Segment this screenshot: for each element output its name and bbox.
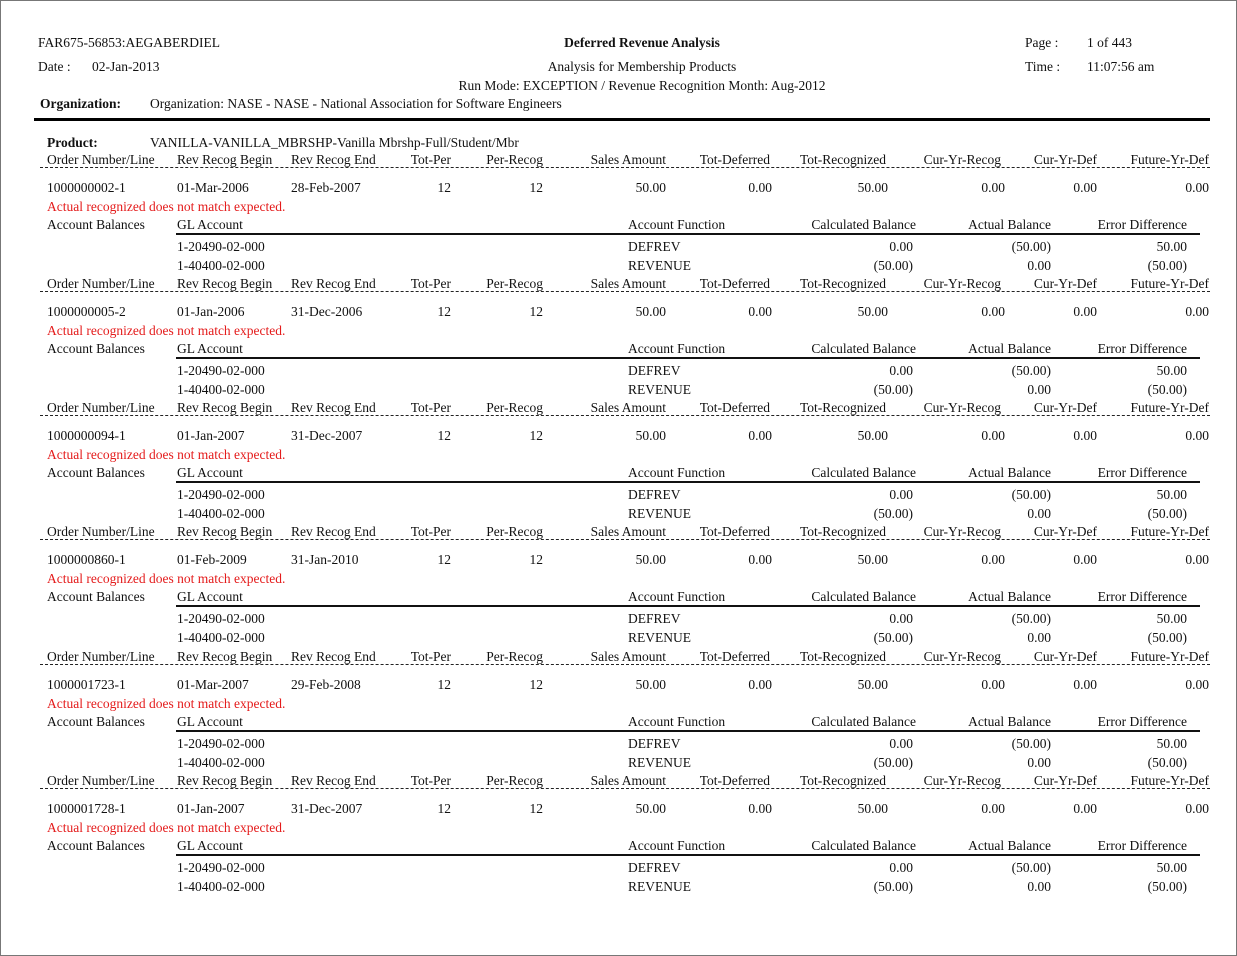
column-header-dashed-rule xyxy=(40,415,1210,416)
error-difference: 50.00 xyxy=(1156,363,1187,378)
tot-recognized-value: 50.00 xyxy=(857,304,888,319)
account-balances-rule xyxy=(176,357,1200,359)
account-function-header: Account Function xyxy=(628,465,726,480)
cur-yr-def-value: 0.00 xyxy=(1073,428,1097,443)
tot-recognized-value: 50.00 xyxy=(857,552,888,567)
error-difference: (50.00) xyxy=(1147,257,1187,273)
rev-recog-begin-header: Rev Recog Begin xyxy=(177,276,273,291)
order-number-value: 1000000002-1 xyxy=(47,180,126,195)
cur-yr-def-header: Cur-Yr-Def xyxy=(1033,152,1097,167)
account-function: DEFREV xyxy=(628,239,681,254)
account-function: DEFREV xyxy=(628,487,681,502)
tot-recognized-value: 50.00 xyxy=(857,428,888,443)
error-message: Actual recognized does not match expected. xyxy=(47,571,286,586)
rev-recog-begin-header: Rev Recog Begin xyxy=(177,524,273,539)
future-yr-def-header: Future-Yr-Def xyxy=(1130,524,1209,539)
account-balances-rule xyxy=(176,730,1200,732)
calculated-balance: 0.00 xyxy=(889,860,913,875)
tot-deferred-header: Tot-Deferred xyxy=(699,649,770,664)
cur-yr-recog-value: 0.00 xyxy=(981,304,1005,319)
tot-per-header: Tot-Per xyxy=(410,773,451,788)
sales-amount-header: Sales Amount xyxy=(590,400,666,415)
cur-yr-recog-header: Cur-Yr-Recog xyxy=(923,773,1001,788)
product-value: VANILLA-VANILLA_MBRSHP-Vanilla Mbrshp-Full/Student/Mbr xyxy=(150,135,519,150)
rev-recog-begin-value: 01-Mar-2007 xyxy=(177,677,249,692)
order-number-header: Order Number/Line xyxy=(47,400,155,415)
gl-account-header: GL Account xyxy=(177,714,243,729)
tot-per-header: Tot-Per xyxy=(410,649,451,664)
gl-account: 1-40400-02-000 xyxy=(177,257,265,273)
cur-yr-def-header: Cur-Yr-Def xyxy=(1033,773,1097,788)
cur-yr-recog-value: 0.00 xyxy=(981,180,1005,195)
tot-per-value: 12 xyxy=(437,677,451,692)
actual-balance-header: Actual Balance xyxy=(968,838,1051,853)
future-yr-def-header: Future-Yr-Def xyxy=(1130,400,1209,415)
tot-recognized-value: 50.00 xyxy=(857,180,888,195)
future-yr-def-value: 0.00 xyxy=(1185,428,1209,443)
calculated-balance-header: Calculated Balance xyxy=(811,589,916,604)
product-label: Product: xyxy=(47,135,98,150)
error-difference: (50.00) xyxy=(1147,878,1187,894)
actual-balance: (50.00) xyxy=(1011,239,1051,254)
tot-recognized-header: Tot-Recognized xyxy=(799,649,886,664)
gl-account-header: GL Account xyxy=(177,465,243,480)
calculated-balance: 0.00 xyxy=(889,487,913,502)
actual-balance: (50.00) xyxy=(1011,860,1051,875)
calculated-balance: 0.00 xyxy=(889,239,913,254)
per-recog-value: 12 xyxy=(529,304,543,319)
gl-account-header: GL Account xyxy=(177,217,243,232)
cur-yr-def-header: Cur-Yr-Def xyxy=(1033,649,1097,664)
sales-amount-value: 50.00 xyxy=(635,180,666,195)
account-function: DEFREV xyxy=(628,736,681,751)
calculated-balance-header: Calculated Balance xyxy=(811,465,916,480)
rev-recog-begin-header: Rev Recog Begin xyxy=(177,152,273,167)
report-id: FAR675-56853:AEGABERDIEL xyxy=(38,35,220,50)
tot-deferred-value: 0.00 xyxy=(748,304,772,319)
tot-recognized-header: Tot-Recognized xyxy=(799,773,886,788)
order-number-header: Order Number/Line xyxy=(47,773,155,788)
gl-account: 1-20490-02-000 xyxy=(177,611,265,626)
error-difference: 50.00 xyxy=(1156,239,1187,254)
report-subtitle: Analysis for Membership Products xyxy=(547,59,737,74)
account-balances-label: Account Balances xyxy=(47,341,145,356)
calculated-balance-header: Calculated Balance xyxy=(811,714,916,729)
error-difference-header: Error Difference xyxy=(1097,465,1187,480)
tot-recognized-header: Tot-Recognized xyxy=(799,400,886,415)
rev-recog-begin-value: 01-Jan-2006 xyxy=(177,304,245,319)
actual-balance: (50.00) xyxy=(1011,611,1051,626)
gl-account: 1-20490-02-000 xyxy=(177,239,265,254)
rev-recog-end-header: Rev Recog End xyxy=(291,649,376,664)
future-yr-def-header: Future-Yr-Def xyxy=(1130,773,1209,788)
rev-recog-begin-value: 01-Feb-2009 xyxy=(177,552,247,567)
rev-recog-end-value: 31-Dec-2006 xyxy=(291,304,363,319)
error-difference: 50.00 xyxy=(1156,736,1187,751)
account-function-header: Account Function xyxy=(628,838,726,853)
account-function: REVENUE xyxy=(628,257,691,273)
sales-amount-header: Sales Amount xyxy=(590,773,666,788)
actual-balance: (50.00) xyxy=(1011,487,1051,502)
rev-recog-end-header: Rev Recog End xyxy=(291,152,376,167)
error-difference-header: Error Difference xyxy=(1097,838,1187,853)
rev-recog-end-header: Rev Recog End xyxy=(291,276,376,291)
page-label: Page : xyxy=(1025,35,1059,50)
per-recog-header: Per-Recog xyxy=(486,400,543,415)
calculated-balance: 0.00 xyxy=(889,611,913,626)
order-number-value: 1000001728-1 xyxy=(47,801,126,816)
report-title: Deferred Revenue Analysis xyxy=(564,35,720,50)
account-function: DEFREV xyxy=(628,611,681,626)
tot-recognized-header: Tot-Recognized xyxy=(799,276,886,291)
gl-account: 1-40400-02-000 xyxy=(177,878,265,894)
cur-yr-recog-value: 0.00 xyxy=(981,801,1005,816)
column-header-dashed-rule xyxy=(40,788,1210,789)
date-value: 02-Jan-2013 xyxy=(92,59,160,74)
cur-yr-recog-header: Cur-Yr-Recog xyxy=(923,649,1001,664)
error-difference: (50.00) xyxy=(1147,505,1187,521)
cur-yr-def-header: Cur-Yr-Def xyxy=(1033,524,1097,539)
rev-recog-begin-header: Rev Recog Begin xyxy=(177,400,273,415)
per-recog-header: Per-Recog xyxy=(486,649,543,664)
order-number-value: 1000001723-1 xyxy=(47,677,126,692)
future-yr-def-value: 0.00 xyxy=(1185,677,1209,692)
rev-recog-end-value: 31-Jan-2010 xyxy=(291,552,359,567)
tot-deferred-value: 0.00 xyxy=(748,552,772,567)
sales-amount-value: 50.00 xyxy=(635,801,666,816)
order-number-header: Order Number/Line xyxy=(47,276,155,291)
date-label: Date : xyxy=(38,59,71,74)
gl-account-header: GL Account xyxy=(177,341,243,356)
tot-recognized-header: Tot-Recognized xyxy=(799,524,886,539)
account-balances-rule xyxy=(176,481,1200,483)
per-recog-value: 12 xyxy=(529,552,543,567)
account-function: REVENUE xyxy=(628,629,691,645)
account-balances-rule xyxy=(176,233,1200,235)
account-function-header: Account Function xyxy=(628,341,726,356)
future-yr-def-value: 0.00 xyxy=(1185,801,1209,816)
error-message: Actual recognized does not match expected. xyxy=(47,323,286,338)
time-value: 11:07:56 am xyxy=(1087,59,1155,74)
tot-per-header: Tot-Per xyxy=(410,276,451,291)
future-yr-def-header: Future-Yr-Def xyxy=(1130,152,1209,167)
calculated-balance: 0.00 xyxy=(889,363,913,378)
tot-recognized-header: Tot-Recognized xyxy=(799,152,886,167)
rev-recog-begin-header: Rev Recog Begin xyxy=(177,773,273,788)
error-difference: 50.00 xyxy=(1156,487,1187,502)
tot-per-value: 12 xyxy=(437,304,451,319)
tot-deferred-header: Tot-Deferred xyxy=(699,400,770,415)
gl-account: 1-20490-02-000 xyxy=(177,860,265,875)
order-number-header: Order Number/Line xyxy=(47,649,155,664)
actual-balance-header: Actual Balance xyxy=(968,714,1051,729)
time-label: Time : xyxy=(1025,59,1061,74)
sales-amount-value: 50.00 xyxy=(635,677,666,692)
error-difference-header: Error Difference xyxy=(1097,714,1187,729)
run-mode-line: Run Mode: EXCEPTION / Revenue Recognition Month: Aug-2012 xyxy=(458,78,826,93)
per-recog-value: 12 xyxy=(529,180,543,195)
gl-account-header: GL Account xyxy=(177,838,243,853)
tot-deferred-value: 0.00 xyxy=(748,801,772,816)
future-yr-def-header: Future-Yr-Def xyxy=(1130,649,1209,664)
tot-per-value: 12 xyxy=(437,552,451,567)
sales-amount-header: Sales Amount xyxy=(590,276,666,291)
organization-label: Organization: xyxy=(40,96,121,111)
calculated-balance: (50.00) xyxy=(873,754,913,770)
actual-balance: 0.00 xyxy=(1027,629,1051,645)
cur-yr-def-header: Cur-Yr-Def xyxy=(1033,276,1097,291)
rev-recog-end-value: 29-Feb-2008 xyxy=(291,677,361,692)
account-balances-rule xyxy=(176,854,1200,856)
per-recog-value: 12 xyxy=(529,677,543,692)
sales-amount-header: Sales Amount xyxy=(590,524,666,539)
per-recog-header: Per-Recog xyxy=(486,276,543,291)
per-recog-value: 12 xyxy=(529,428,543,443)
order-number-value: 1000000005-2 xyxy=(47,304,126,319)
cur-yr-def-header: Cur-Yr-Def xyxy=(1033,400,1097,415)
tot-deferred-value: 0.00 xyxy=(748,428,772,443)
cur-yr-def-value: 0.00 xyxy=(1073,677,1097,692)
actual-balance-header: Actual Balance xyxy=(968,465,1051,480)
tot-per-header: Tot-Per xyxy=(410,152,451,167)
actual-balance-header: Actual Balance xyxy=(968,217,1051,232)
cur-yr-recog-value: 0.00 xyxy=(981,677,1005,692)
calculated-balance: (50.00) xyxy=(873,257,913,273)
column-header-dashed-rule xyxy=(40,539,1210,540)
account-balances-label: Account Balances xyxy=(47,589,145,604)
column-header-dashed-rule xyxy=(40,291,1210,292)
cur-yr-recog-header: Cur-Yr-Recog xyxy=(923,276,1001,291)
actual-balance: 0.00 xyxy=(1027,257,1051,273)
future-yr-def-value: 0.00 xyxy=(1185,304,1209,319)
sales-amount-value: 50.00 xyxy=(635,552,666,567)
account-function: REVENUE xyxy=(628,505,691,521)
account-function: DEFREV xyxy=(628,860,681,875)
gl-account: 1-40400-02-000 xyxy=(177,754,265,770)
tot-deferred-header: Tot-Deferred xyxy=(699,773,770,788)
error-message: Actual recognized does not match expected. xyxy=(47,447,286,462)
actual-balance: 0.00 xyxy=(1027,381,1051,397)
tot-deferred-header: Tot-Deferred xyxy=(699,152,770,167)
account-function: REVENUE xyxy=(628,381,691,397)
actual-balance-header: Actual Balance xyxy=(968,341,1051,356)
sales-amount-header: Sales Amount xyxy=(590,649,666,664)
tot-deferred-value: 0.00 xyxy=(748,180,772,195)
actual-balance: 0.00 xyxy=(1027,754,1051,770)
organization-value: Organization: NASE - NASE - National Association for Software Engineers xyxy=(150,96,562,111)
cur-yr-recog-value: 0.00 xyxy=(981,428,1005,443)
cur-yr-def-value: 0.00 xyxy=(1073,552,1097,567)
account-function-header: Account Function xyxy=(628,589,726,604)
account-balances-label: Account Balances xyxy=(47,217,145,232)
gl-account: 1-40400-02-000 xyxy=(177,381,265,397)
cur-yr-recog-header: Cur-Yr-Recog xyxy=(923,152,1001,167)
account-function-header: Account Function xyxy=(628,217,726,232)
cur-yr-def-value: 0.00 xyxy=(1073,180,1097,195)
error-difference-header: Error Difference xyxy=(1097,589,1187,604)
per-recog-header: Per-Recog xyxy=(486,152,543,167)
tot-per-value: 12 xyxy=(437,180,451,195)
gl-account-header: GL Account xyxy=(177,589,243,604)
error-difference: 50.00 xyxy=(1156,860,1187,875)
cur-yr-recog-header: Cur-Yr-Recog xyxy=(923,524,1001,539)
account-balances-label: Account Balances xyxy=(47,714,145,729)
actual-balance: (50.00) xyxy=(1011,736,1051,751)
sales-amount-value: 50.00 xyxy=(635,428,666,443)
calculated-balance: (50.00) xyxy=(873,878,913,894)
future-yr-def-header: Future-Yr-Def xyxy=(1130,276,1209,291)
rev-recog-begin-value: 01-Mar-2006 xyxy=(177,180,249,195)
account-function-header: Account Function xyxy=(628,714,726,729)
calculated-balance-header: Calculated Balance xyxy=(811,838,916,853)
rev-recog-begin-header: Rev Recog Begin xyxy=(177,649,273,664)
account-function: REVENUE xyxy=(628,878,691,894)
per-recog-header: Per-Recog xyxy=(486,524,543,539)
error-message: Actual recognized does not match expected. xyxy=(47,820,286,835)
error-message: Actual recognized does not match expected. xyxy=(47,199,286,214)
page-value: 1 of 443 xyxy=(1087,35,1132,50)
gl-account: 1-20490-02-000 xyxy=(177,736,265,751)
rev-recog-end-value: 28-Feb-2007 xyxy=(291,180,361,195)
account-balances-label: Account Balances xyxy=(47,838,145,853)
sales-amount-header: Sales Amount xyxy=(590,152,666,167)
actual-balance: (50.00) xyxy=(1011,363,1051,378)
rev-recog-begin-value: 01-Jan-2007 xyxy=(177,801,245,816)
error-message: Actual recognized does not match expected. xyxy=(47,696,286,711)
cur-yr-recog-header: Cur-Yr-Recog xyxy=(923,400,1001,415)
tot-per-value: 12 xyxy=(437,801,451,816)
account-balances-rule xyxy=(176,605,1200,607)
order-number-header: Order Number/Line xyxy=(47,524,155,539)
per-recog-value: 12 xyxy=(529,801,543,816)
calculated-balance: (50.00) xyxy=(873,629,913,645)
tot-per-value: 12 xyxy=(437,428,451,443)
calculated-balance-header: Calculated Balance xyxy=(811,217,916,232)
error-difference-header: Error Difference xyxy=(1097,217,1187,232)
tot-deferred-header: Tot-Deferred xyxy=(699,276,770,291)
account-function: REVENUE xyxy=(628,754,691,770)
header-rule xyxy=(34,118,1210,121)
sales-amount-value: 50.00 xyxy=(635,304,666,319)
rev-recog-end-header: Rev Recog End xyxy=(291,400,376,415)
account-function: DEFREV xyxy=(628,363,681,378)
tot-deferred-header: Tot-Deferred xyxy=(699,524,770,539)
future-yr-def-value: 0.00 xyxy=(1185,180,1209,195)
error-difference: (50.00) xyxy=(1147,381,1187,397)
column-header-dashed-rule xyxy=(40,664,1210,665)
tot-recognized-value: 50.00 xyxy=(857,801,888,816)
error-difference: 50.00 xyxy=(1156,611,1187,626)
rev-recog-end-header: Rev Recog End xyxy=(291,773,376,788)
calculated-balance-header: Calculated Balance xyxy=(811,341,916,356)
error-difference: (50.00) xyxy=(1147,629,1187,645)
gl-account: 1-20490-02-000 xyxy=(177,363,265,378)
account-balances-label: Account Balances xyxy=(47,465,145,480)
gl-account: 1-40400-02-000 xyxy=(177,505,265,521)
cur-yr-def-value: 0.00 xyxy=(1073,304,1097,319)
gl-account: 1-20490-02-000 xyxy=(177,487,265,502)
actual-balance: 0.00 xyxy=(1027,505,1051,521)
rev-recog-end-header: Rev Recog End xyxy=(291,524,376,539)
tot-recognized-value: 50.00 xyxy=(857,677,888,692)
rev-recog-begin-value: 01-Jan-2007 xyxy=(177,428,245,443)
calculated-balance: (50.00) xyxy=(873,381,913,397)
error-difference: (50.00) xyxy=(1147,754,1187,770)
rev-recog-end-value: 31-Dec-2007 xyxy=(291,801,363,816)
actual-balance: 0.00 xyxy=(1027,878,1051,894)
error-difference-header: Error Difference xyxy=(1097,341,1187,356)
tot-per-header: Tot-Per xyxy=(410,400,451,415)
rev-recog-end-value: 31-Dec-2007 xyxy=(291,428,363,443)
actual-balance-header: Actual Balance xyxy=(968,589,1051,604)
gl-account: 1-40400-02-000 xyxy=(177,629,265,645)
order-number-value: 1000000094-1 xyxy=(47,428,126,443)
future-yr-def-value: 0.00 xyxy=(1185,552,1209,567)
cur-yr-def-value: 0.00 xyxy=(1073,801,1097,816)
tot-per-header: Tot-Per xyxy=(410,524,451,539)
cur-yr-recog-value: 0.00 xyxy=(981,552,1005,567)
calculated-balance: (50.00) xyxy=(873,505,913,521)
column-header-dashed-rule xyxy=(40,167,1210,168)
order-number-value: 1000000860-1 xyxy=(47,552,126,567)
calculated-balance: 0.00 xyxy=(889,736,913,751)
tot-deferred-value: 0.00 xyxy=(748,677,772,692)
order-number-header: Order Number/Line xyxy=(47,152,155,167)
per-recog-header: Per-Recog xyxy=(486,773,543,788)
